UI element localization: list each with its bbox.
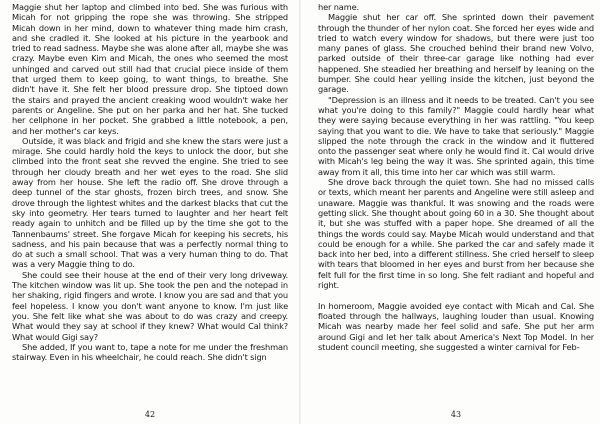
- paragraph: In homeroom, Maggie avoided eye contact with Micah and Cal. She floated through the hallways, laughing louder than usual. Knowing Micah was nearby made her feel solid and safe. She put her arm around Gigi and let her talk about America's Next Top Model. In her student council meeting, she suggested a winter carnival for Feb-: [318, 300, 594, 352]
- left-page-text: [12, 2, 288, 362]
- paragraph: Maggie shut her car off. She sprinted down their pavement through the thunder of her nylon coat. She forced her eyes wide and tried to watch every window for shadows, but there were just too many panes of glass. She crouched behind their brand new Volvo, parked outside of their three-car garage like nothing had ever happened. She steadied her breathing and herself by leaning on the bumper. She could hear yelling inside the kitchen, just beyond the garage.: [318, 12, 594, 95]
- right-page: [318, 0, 594, 424]
- left-page: [12, 0, 288, 424]
- paragraph: "Depression is an illness and it needs to be treated. Can't you see what you're doing to this family?" Maggie could hardly hear what they were saying because everything in her was rattling. "You keep saying that you want to die. We have to take that seriously." Maggie slipped the note through the crack in the window and it fluttered onto the passenger seat where only he would find it. Cal would drive with Micah's leg being the way it was. She sprinted again, this time away from it all, this time into her car which was still warm.: [318, 94, 594, 177]
- paragraph: She drove back through the quiet town. She had no missed calls or texts, which meant her parents and Angeline were still asleep and unaware. Maggie was thankful. It was snowing and the roads were getting slick. She thought about going 60 in a 30. She thought about it, but she was stuffed with a paper hope. She dreamed of all the things the words could say. Maybe Micah would understand and that could be enough for a while. She parked the car and safely made it back into her bed, into a different stillness. She cried herself to sleep with tears that bloomed in her eyes and burst from her because she felt full for the first time in so long. She felt radiant and hopeful and right.: [318, 177, 594, 291]
- paragraph: She could see their house at the end of their very long driveway. The kitchen window was lit up. She took the pen and the notepad in her shaking, rigid fingers and wrote. I know you are sad and that you feel hopeless. I know you don't want anyone to know. I'm just like you. She felt like what she was about to do was crazy and creepy. What would they say at school if they knew? What would Cal think? What would Gigi say?: [12, 269, 288, 342]
- paragraph: her name.: [318, 2, 359, 12]
- paragraph: She added, If you want to, tape a note for me under the freshman stairway. Even in his wheelchair, he could reach. She didn't sign: [12, 341, 288, 363]
- right-page-text: [318, 2, 594, 352]
- paragraph: Maggie shut her laptop and climbed into bed. She was furious with Micah for not gripping the rope she was throwing. She stripped Micah down in her mind, down to whatever thing made him crash, and she cradled it. She looked at his picture in the yearbook and tried to read sadness. Maybe she was alone after all, maybe she was crazy. Maybe even Kim and Micah, the ones who seemed the most unhinged and carved out still had that crucial piece inside of them that urged them to keep going, to want things, to breathe. She didn't have it. She felt her blood pressure drop. She tiptoed down the stairs and prayed the ancient creaking wood wouldn't wake her parents or Angeline. She put on her parka and her hat. She tucked her cellphone in her pocket. She grabbed a little notebook, a pen, and her mother's car keys.: [12, 2, 288, 136]
- book-gutter: [299, 0, 301, 424]
- page-number-left: 42: [144, 410, 156, 419]
- paragraph: Outside, it was black and frigid and she knew the stars were just a mirage. She could hardly hold the keys to unlock the door, but she climbed into the front seat she revved the engine. She tried to see through her cloudy breath and her wet eyes to the road. She slid away from her house. She left the radio off. She drove through a deep tunnel of the star ghosts, frozen birch trees, and snow. She drove through the lightest whites and the darkest blacks that cut the sky into geometry. Her tears turned to laughter and her heart felt ready again to unhitch and be filled up by the time she got to the Tannenbaums' street. She forgave Micah for keeping his secrets, his sadness, and his pain because that was a perfectly normal thing to do at such a small school. That was a very human thing to do. That was a very Maggie thing to do.: [12, 135, 288, 270]
- page-number-right: 43: [450, 410, 462, 419]
